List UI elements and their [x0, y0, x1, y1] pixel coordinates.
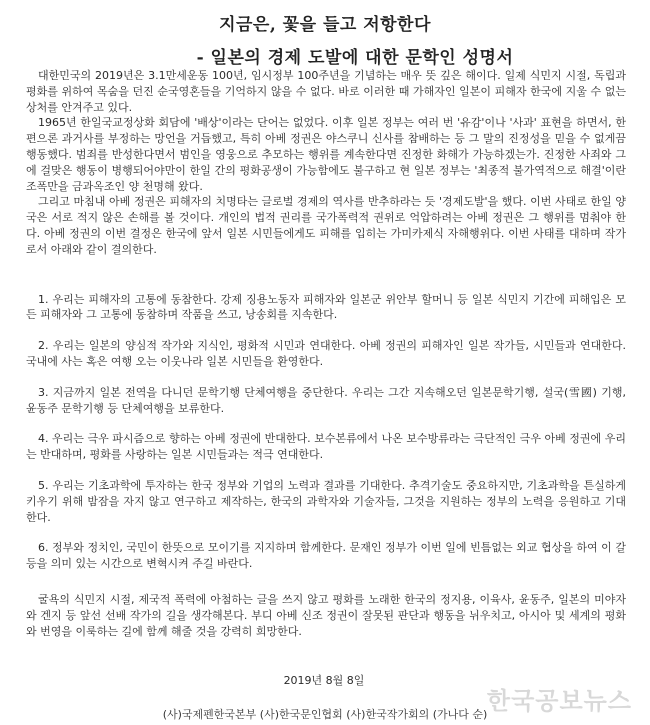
document-title — [0, 10, 650, 68]
statement-body — [26, 68, 626, 689]
title-line-1: 지금은, 꽃을 들고 저항한다 — [219, 15, 431, 35]
resolution-item: 4. 우리는 극우 파시즘으로 향하는 아베 정권에 반대한다. 보수본류에서 나온 보수방류라는 극단적인 극우 아베 정권에 우리는 반대하며, 평화를 사랑하는 일본 시민들과는 적극 연대한다. — [26, 432, 626, 462]
resolution-item: 3. 지금까지 일본 전역을 다니던 문학기행 단체여행을 중단한다. 우리는 그간 지속해오던 일본문학기행, 설국(雪國) 기행, 윤동주 문학기행 등 단체여행을 보류한다. — [26, 385, 626, 415]
signatory-organizations: (사)국제펜한국본부 (사)한국문인협회 (사)한국작가회의 (가나다 순) — [162, 708, 488, 721]
resolution-item: 6. 정부와 정치인, 국민이 한뜻으로 모이기를 지지하며 함께한다. 문재인 정부가 이번 일에 빈틈없는 외교 협상을 하여 이 갈등을 의미 있는 시간으로 변혁시켜 주길 바란다. — [26, 541, 626, 571]
title-line-2: - 일본의 경제 도발에 대한 문학인 성명서 — [196, 48, 514, 68]
intro-paragraph-2: 1965년 한일국교정상화 회담에 '배상'이라는 단어는 없었다. 이후 일본 정부는 여러 번 '유감'이나 '사과' 표현을 하면서, 한편으론 과거사를 부정하는 망언을 거듭했고, 특히 아베 정권은 야스쿠니 신사를 참배하는 등 그 말의 진정성을 믿을 수 없게끔 행동했다. 범죄를 반성한다면서 범인을 영웅으로 추모하는 행위를 계속한다면 진정한 화해가 가능하겠는가. 진정한 사죄와 그에 걸맞은 행동이 병행되어야만이 한일 간의 평화공생이 가능함에도 불구하고 현 일본 정부는 '최종적 불가역적으로 해결'이란 조폭만을 금과옥조인 양 천명해 왔다. — [26, 116, 626, 193]
resolution-item: 1. 우리는 피해자의 고통에 동참한다. 강제 징용노동자 피해자와 일본군 위안부 할머니 등 일본 식민지 기간에 피해입은 모든 피해자와 그 고통에 동참하며 작품을 쓰고, 낭송회를 지속한다. — [26, 292, 626, 322]
resolution-item: 5. 우리는 기초과학에 투자하는 한국 정부와 기업의 노력과 결과를 기대한다. 추격기술도 중요하지만, 기초과학을 튼실하게 키우기 위해 밤잠을 자지 않고 연구하고 제작하는, 한국의 과학자와 기술자들, 그것을 지원하는 정부의 노력을 응원하고 기대한다. — [26, 478, 626, 524]
news-watermark: 한국공보뉴스 — [486, 687, 632, 715]
resolution-item: 2. 우리는 일본의 양심적 작가와 지식인, 평화적 시민과 연대한다. 아베 정권의 피해자인 일본 작가들, 시민들과 연대한다. 국내에 사는 혹은 여행 오는 이웃나라 일본 시민들을 환영한다. — [26, 339, 626, 368]
closing-paragraph: 굴욕의 식민지 시절, 제국적 폭력에 아첨하는 글을 쓰지 않고 평화를 노래한 한국의 정지용, 이육사, 윤동주, 일본의 미야자와 겐지 등 앞선 선배 작가의 길을 생각해본다. 부디 아베 신조 정권이 잘못된 판단과 행동을 뉘우치고, 아시아 및 세계의 평화와 번영을 이룩하는 길에 함께 해줄 것을 강력히 희망한다. — [26, 592, 626, 638]
intro-paragraph-3: 그리고 마침내 아베 정권은 피해자의 치명타는 글로벌 경제의 역사를 반추하라는 듯 '경제도발'을 했다. 이번 사태로 한일 양국은 서로 적지 않은 손해를 볼 것이다. 개인의 법적 권리를 국가폭력적 권위로 억압하려는 아베 정권은 그 행위를 멈춰야 한다. 아베 정권의 이번 결정은 한국에 앞서 일본 시민들에게도 피해를 입히는 가미카제식 자해행위다. 이번 사태를 대하며 작가로서 아래와 같이 결의한다. — [26, 195, 626, 256]
intro-paragraph-1: 대한민국의 2019년은 3.1만세운동 100년, 임시정부 100주년을 기념하는 매우 뜻 깊은 해이다. 일제 식민지 시절, 독립과 평화를 위하여 목숨을 던진 순국영혼들을 기억하지 않을 수 없다. 바로 이러한 때 가해자인 일본이 피해자 한국에 지울 수 없는 상처를 안겨주고 있다. — [26, 69, 626, 114]
statement-date: 2019년 8월 8일 — [283, 674, 365, 688]
